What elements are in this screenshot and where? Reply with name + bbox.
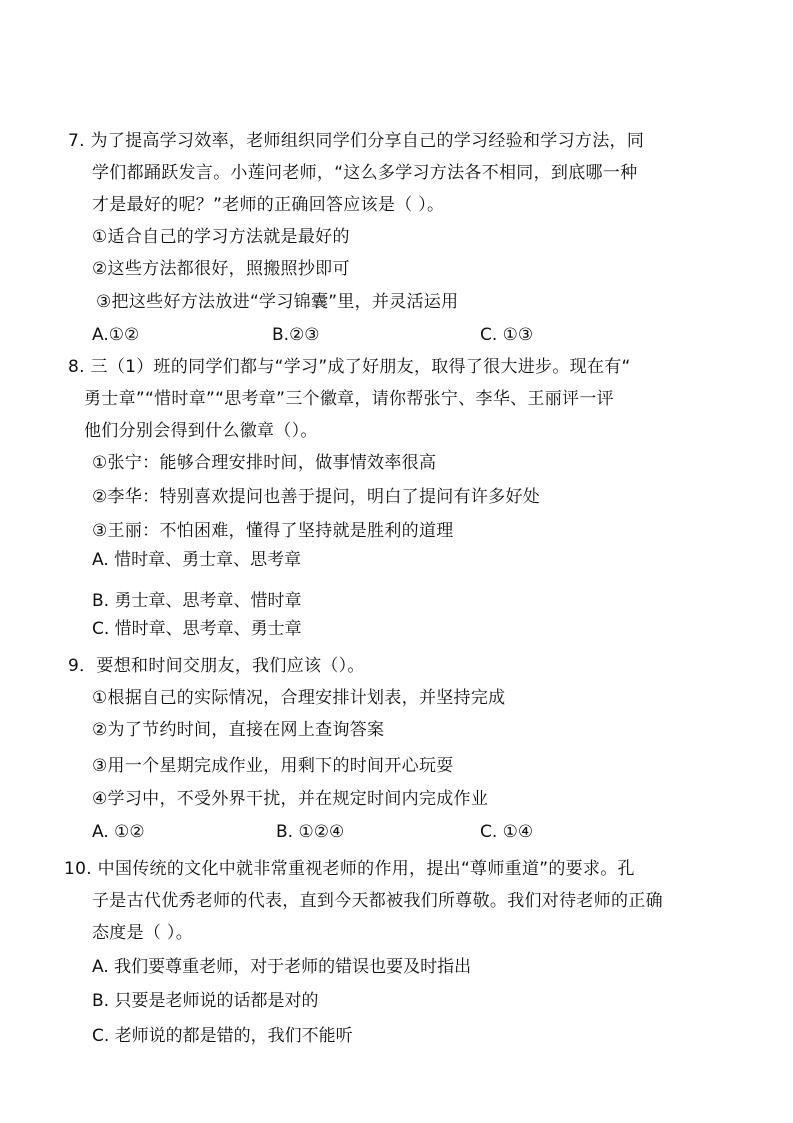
question-8-statement-2: ②李华：特别喜欢提问也善于提问，明白了提问有许多好处 <box>92 487 541 507</box>
question-8-line-2: 勇士章”“惜时章”“思考章”三个徽章，请你帮张宁、李华、王丽评一评 <box>84 389 614 409</box>
question-9-statement-3: ③用一个星期完成作业，用剩下的时间开心玩耍 <box>92 756 454 776</box>
question-9-option-b: B. ①②④ <box>276 822 345 842</box>
question-8-line-3: 他们分别会得到什么徽章（）。 <box>84 421 318 441</box>
question-8-statement-1: ①张宁：能够合理安排时间，做事情效率很高 <box>92 453 437 473</box>
question-8-line-1: 8. 三（1）班的同学们都与“学习”成了好朋友，取得了很大进步。现在有“ <box>68 357 631 377</box>
question-10-option-a: A. 我们要尊重老师，对于老师的错误也要及时指出 <box>92 957 472 977</box>
question-7-statement-2: ②这些方法都很好，照搬照抄即可 <box>92 259 350 279</box>
question-7-line-2: 学们都踊跃发言。小莲问老师，“这么多学习方法各不相同，到底哪一种 <box>92 163 638 183</box>
question-10-line-3: 态度是（ ）。 <box>92 923 194 943</box>
question-8-statement-3: ③王丽：不怕困难，懂得了坚持就是胜利的道理 <box>92 521 454 541</box>
question-7-statement-1: ①适合自己的学习方法就是最好的 <box>92 227 350 247</box>
question-10-line-1: 10. 中国传统的文化中就非常重视老师的作用，提出“尊师重道”的要求。孔 <box>64 859 635 879</box>
question-9-statement-4: ④学习中，不受外界干扰，并在规定时间内完成作业 <box>92 789 489 809</box>
question-9-statement-1: ①根据自己的实际情况，合理安排计划表，并坚持完成 <box>92 688 506 708</box>
question-10-option-c: C. 老师说的都是错的，我们不能听 <box>92 1026 353 1046</box>
question-7-line-1: 7. 为了提高学习效率，老师组织同学们分享自己的学习经验和学习方法，同 <box>68 131 645 151</box>
question-7-option-a: A.①② <box>92 325 140 345</box>
question-9-statement-2: ②为了节约时间，直接在网上查询答案 <box>92 720 385 740</box>
question-8-option-b: B. 勇士章、思考章、惜时章 <box>92 591 302 611</box>
question-10-option-b: B. 只要是老师说的话都是对的 <box>92 991 319 1011</box>
question-8-option-c: C. 惜时章、思考章、勇士章 <box>92 619 302 639</box>
question-9-option-a: A. ①② <box>92 822 145 842</box>
question-7-statement-3: ③把这些好方法放进“学习锦囊”里，并灵活运用 <box>96 292 459 312</box>
question-9-option-c: C. ①④ <box>480 822 534 842</box>
question-7-line-3: 才是最好的呢？”老师的正确回答应该是（ ）。 <box>92 195 445 215</box>
question-10-line-2: 子是古代优秀老师的代表，直到今天都被我们所尊敬。我们对待老师的正确 <box>92 891 663 911</box>
question-8-option-a: A. 惜时章、勇士章、思考章 <box>92 550 302 570</box>
question-7-option-b: B.②③ <box>272 325 320 345</box>
question-7-option-c: C. ①③ <box>480 325 534 345</box>
question-9-line-1: 9．要想和时间交朋友，我们应该（）。 <box>68 656 365 676</box>
